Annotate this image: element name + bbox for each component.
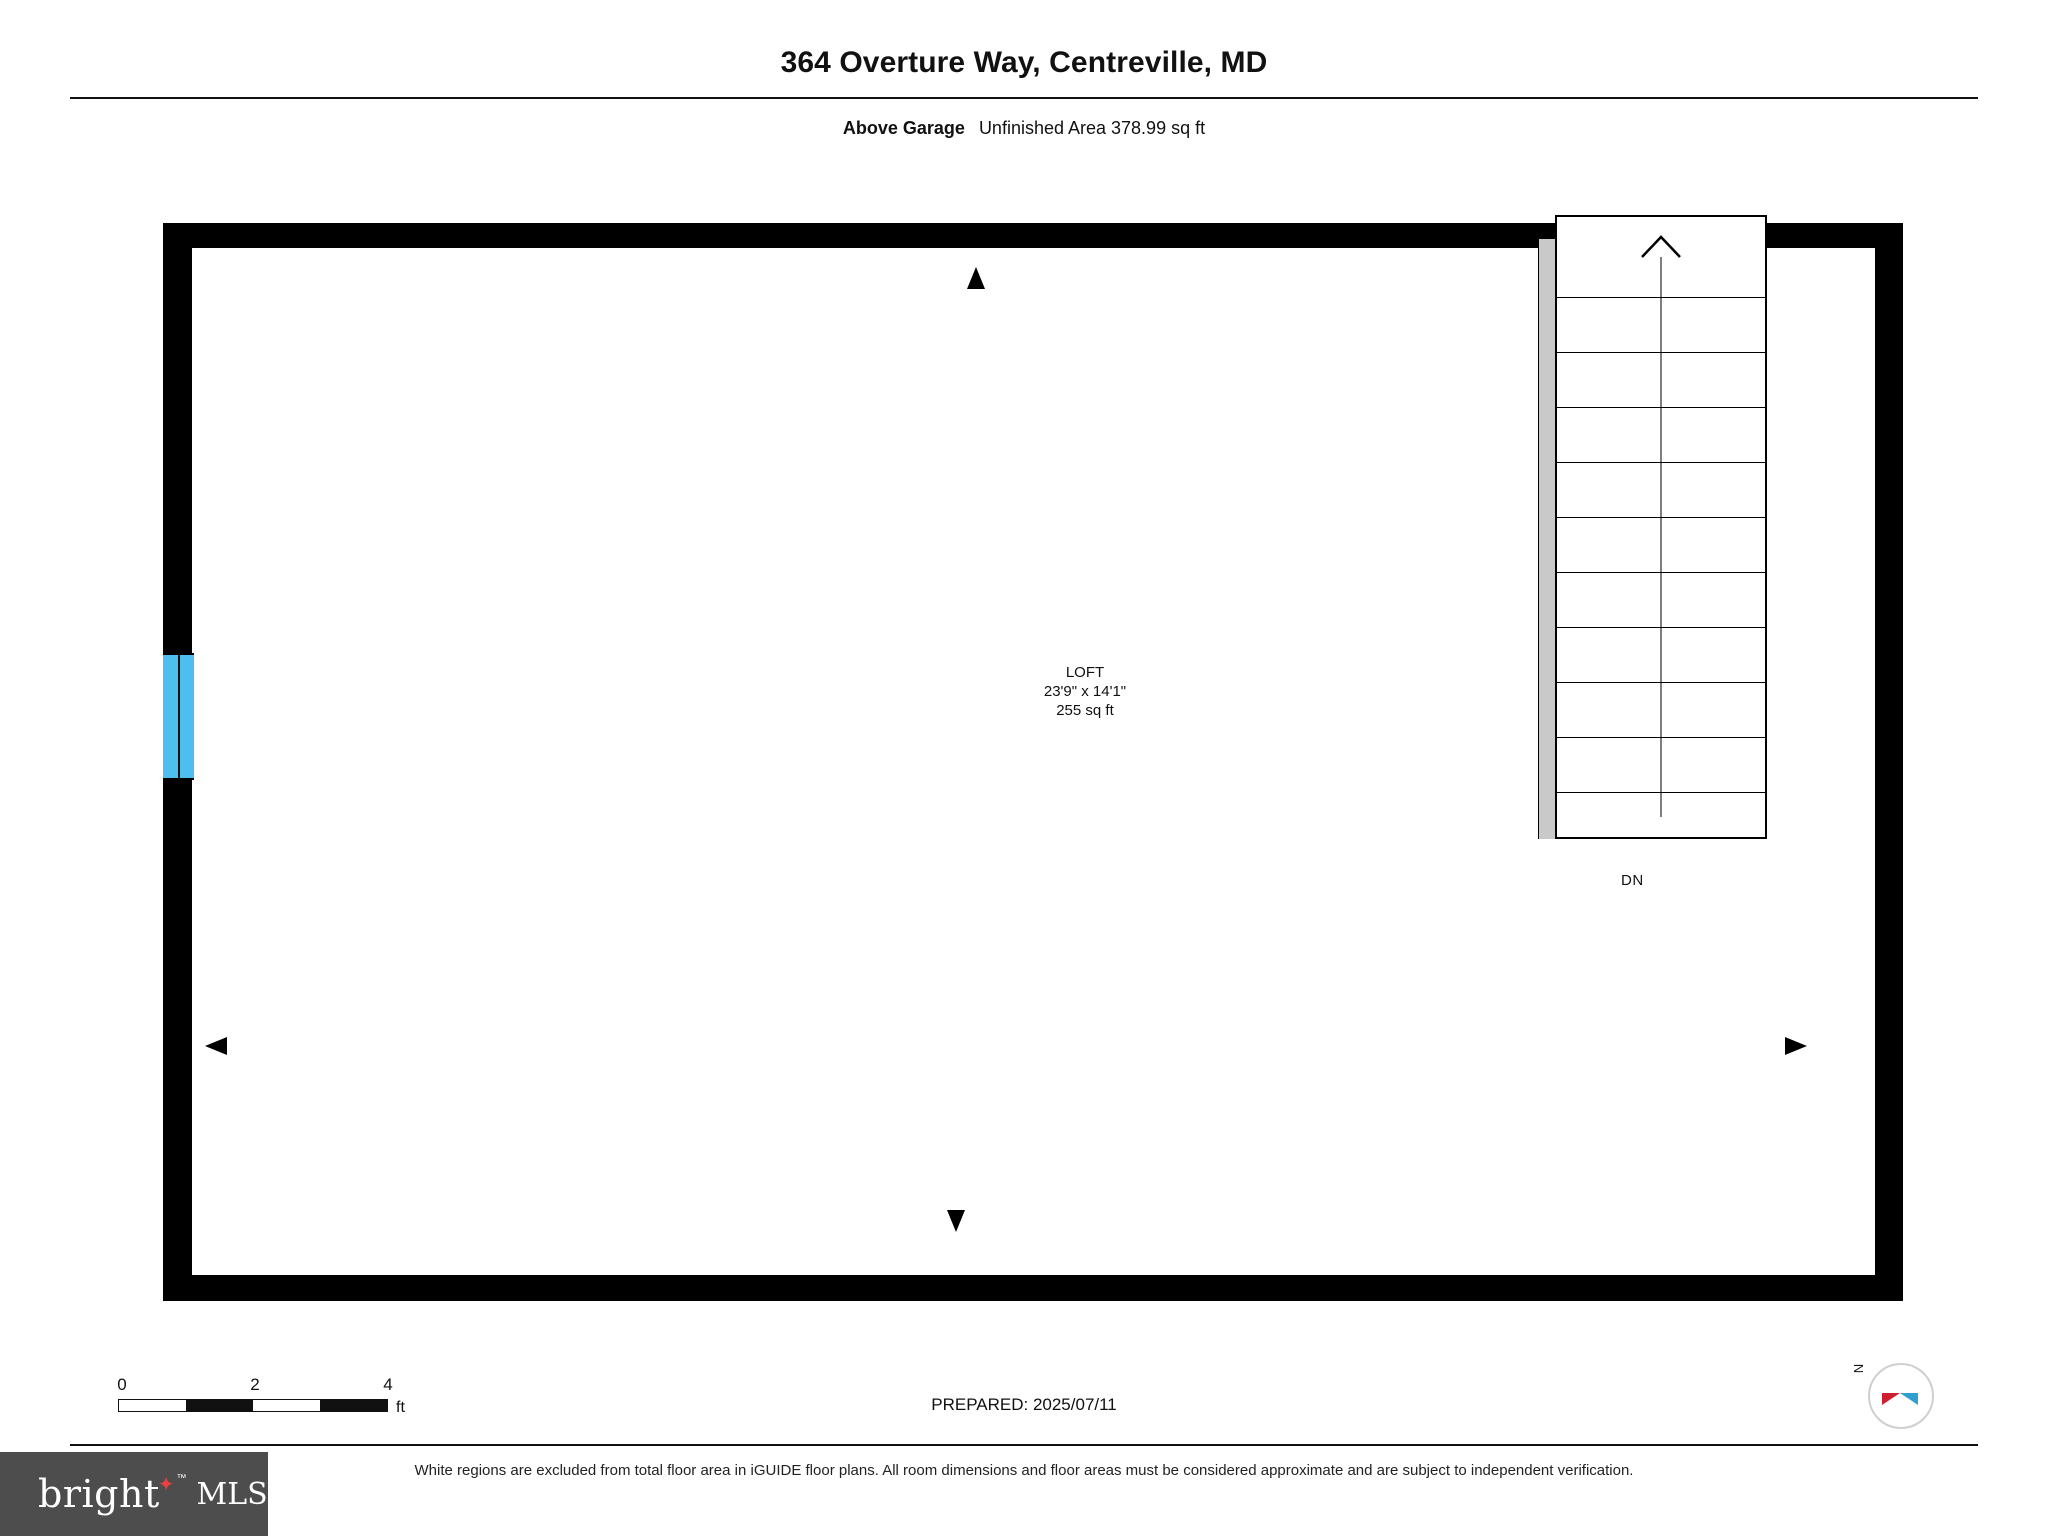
scale-tick: 0 xyxy=(117,1375,127,1394)
scale-unit-label: ft xyxy=(396,1399,405,1416)
compass-rose-icon xyxy=(1851,1355,1942,1437)
stair-direction-label: DN xyxy=(1621,872,1644,889)
area-label: Unfinished Area 378.99 sq ft xyxy=(978,118,1206,138)
stair-up-arrow-icon xyxy=(1639,233,1683,266)
scale-tick-labels xyxy=(118,1375,408,1395)
compass-needle-north xyxy=(1900,1393,1918,1405)
footer-divider xyxy=(70,1444,1978,1446)
stair-tread xyxy=(1557,792,1765,793)
stair-tread xyxy=(1557,462,1765,463)
scale-tick: 2 xyxy=(250,1375,260,1394)
dimension-arrow-up xyxy=(967,267,985,289)
compass-needle-south xyxy=(1882,1393,1900,1405)
staircase xyxy=(1555,215,1767,839)
brand-trademark: ™ xyxy=(176,1472,187,1484)
stair-tread xyxy=(1557,517,1765,518)
room-dimensions: 23'9" x 14'1" xyxy=(1043,683,1127,700)
stair-center-line xyxy=(1661,257,1662,817)
compass-north-label: N xyxy=(1851,1363,1867,1374)
brand-mls-label: MLS xyxy=(196,1476,268,1512)
room-label-loft xyxy=(955,663,1215,720)
stair-tread xyxy=(1557,352,1765,353)
stair-tread xyxy=(1557,572,1765,573)
page-title: 364 Overture Way, Centreville, MD xyxy=(780,46,1268,79)
dimension-arrow-right xyxy=(1785,1037,1807,1055)
room-name: LOFT xyxy=(1065,664,1105,681)
dimension-arrow-down xyxy=(947,1210,965,1232)
window-left-wall xyxy=(163,653,194,780)
floor-plan xyxy=(155,215,1905,1300)
title-divider xyxy=(70,97,1978,99)
prepared-date: PREPARED: 2025/07/11 xyxy=(931,1395,1117,1414)
brightmls-logo xyxy=(0,1452,268,1536)
brand-star-icon: ✦ xyxy=(157,1473,175,1496)
brand-name: bright xyxy=(38,1472,160,1516)
stair-tread xyxy=(1557,682,1765,683)
plan-subtitle xyxy=(0,118,2048,139)
stair-tread xyxy=(1557,627,1765,628)
stair-tread xyxy=(1557,407,1765,408)
scale-tick: 4 xyxy=(383,1375,393,1394)
disclaimer-text: White regions are excluded from total floor area in iGUIDE floor plans. All room dimensions and floor areas must be considered approximate and are subject to independent verification. xyxy=(414,1462,1634,1479)
dimension-arrow-left xyxy=(205,1037,227,1055)
room-area: 255 sq ft xyxy=(1056,702,1114,719)
stair-tread xyxy=(1557,737,1765,738)
stair-tread xyxy=(1557,297,1765,298)
stair-railing xyxy=(1538,239,1556,839)
level-label: Above Garage xyxy=(842,118,965,138)
